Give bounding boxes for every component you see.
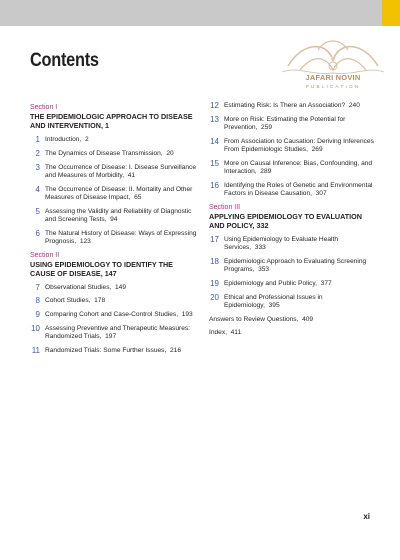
chapter-title-text: Epidemiologic Approach to Evaluating Screening Programs, xyxy=(224,257,367,273)
chapter-title-text: The Natural History of Disease: Ways of Expressing Prognosis, xyxy=(45,229,197,245)
chapter-number: 18 xyxy=(210,256,219,266)
entry-text: Answers to Review Questions, xyxy=(209,315,299,323)
chapter-title xyxy=(224,236,379,252)
section-title[interactable] xyxy=(30,260,200,278)
chapter-page: 240 xyxy=(348,102,360,109)
chapter-page: 269 xyxy=(311,146,323,153)
chapter-title-text: Randomized Trials: Some Further Issues, xyxy=(45,346,167,354)
chapter-number: 8 xyxy=(35,296,40,306)
chapter-title-text: Assessing Preventive and Therapeutic Measures: Randomized Trials, xyxy=(45,324,191,341)
chapter-title-text: Ethical and Professional Issues in Epidemiology, xyxy=(224,293,323,309)
chapter-title xyxy=(45,208,200,224)
chapter-number: 13 xyxy=(210,114,219,124)
toc-entry[interactable] xyxy=(30,150,200,158)
toc-entry[interactable] xyxy=(209,182,379,198)
toc-entry[interactable] xyxy=(30,284,200,292)
section-label: Section I xyxy=(30,104,58,111)
chapter-page: 353 xyxy=(258,266,270,273)
toc-entry[interactable] xyxy=(209,258,379,274)
toc-entry[interactable] xyxy=(209,116,379,132)
chapter-page: 94 xyxy=(110,215,118,223)
page-title: Contents xyxy=(30,50,99,71)
chapter-number: 7 xyxy=(35,282,40,292)
chapter-number: 15 xyxy=(210,158,219,168)
section-page: 332 xyxy=(256,220,269,230)
chapter-title xyxy=(224,160,379,176)
toc-entry[interactable] xyxy=(30,136,200,144)
section-page: 147 xyxy=(104,268,117,278)
section-label: Section II xyxy=(30,251,60,259)
chapter-title xyxy=(45,150,200,158)
page-number: xi xyxy=(363,512,370,521)
chapter-page: 395 xyxy=(268,301,280,309)
toc-entry[interactable] xyxy=(209,138,379,154)
chapter-title-text: Introduction, xyxy=(45,136,82,143)
chapter-title xyxy=(224,116,379,132)
chapter-number: 19 xyxy=(210,278,219,288)
chapter-page: 197 xyxy=(105,333,117,341)
entry-page: 409 xyxy=(302,315,314,323)
publisher-name: JAFARI NOVIN xyxy=(305,73,361,82)
chapter-page: 149 xyxy=(115,283,127,291)
section-2 xyxy=(30,252,200,356)
toc-entry[interactable] xyxy=(30,311,200,319)
chapter-number: 3 xyxy=(35,162,40,172)
section-3 xyxy=(209,204,379,310)
section-title-text: USING EPIDEMIOLOGY TO IDENTIFY THE CAUSE OF DISEASE, xyxy=(30,259,173,278)
section-title[interactable] xyxy=(30,112,200,130)
chapter-title-text: Comparing Cohort and Case-Control Studies, xyxy=(45,311,179,319)
contents-left-column xyxy=(30,102,200,361)
toc-entry[interactable] xyxy=(30,186,200,202)
chapter-page: 193 xyxy=(181,311,193,319)
chapter-title xyxy=(45,284,200,292)
toc-entry-answers[interactable] xyxy=(209,316,379,324)
chapter-number: 6 xyxy=(35,228,40,238)
toc-entry[interactable] xyxy=(30,297,200,305)
chapter-title xyxy=(224,102,379,110)
chapter-number: 12 xyxy=(210,101,219,110)
toc-entry[interactable] xyxy=(209,160,379,176)
chapter-number: 10 xyxy=(31,323,40,333)
chapter-page: 216 xyxy=(169,346,181,354)
chapter-page: 289 xyxy=(260,168,272,175)
chapter-number: 2 xyxy=(35,148,40,158)
top-band xyxy=(0,0,400,26)
chapter-page: 178 xyxy=(94,297,106,305)
contents-right-column xyxy=(209,102,379,343)
entry-text: Index, xyxy=(209,329,227,337)
section-title[interactable] xyxy=(209,212,379,230)
section-title-text: THE EPIDEMIOLOGIC APPROACH TO DISEASE AND INTERVENTION, xyxy=(30,112,193,130)
chapter-page: 123 xyxy=(79,237,91,245)
toc-entry[interactable] xyxy=(209,236,379,252)
chapter-title-text: Estimating Risk: Is There an Association? xyxy=(224,102,346,109)
chapter-number: 20 xyxy=(210,292,219,302)
chapter-title xyxy=(45,136,200,144)
chapter-title-text: More on Risk: Estimating the Potential for Prevention, xyxy=(224,115,346,131)
chapter-number: 17 xyxy=(210,234,219,244)
chapter-page: 2 xyxy=(84,136,89,143)
chapter-title-text: The Occurrence of Disease: I. Disease Surveillance and Measures of Morbidity, xyxy=(45,163,196,179)
section-page: 1 xyxy=(104,121,109,130)
toc-entry[interactable] xyxy=(209,280,379,288)
chapter-number: 4 xyxy=(35,184,40,194)
toc-entry[interactable] xyxy=(30,164,200,180)
chapter-title-text: Identifying the Roles of Genetic and Environmental Factors in Disease Causation, xyxy=(224,181,373,197)
chapter-title-text: The Dynamics of Disease Transmission, xyxy=(45,149,163,157)
chapter-page: 20 xyxy=(166,149,174,157)
chapter-number: 9 xyxy=(35,310,40,320)
chapter-number: 5 xyxy=(35,206,40,216)
toc-entry[interactable] xyxy=(30,208,200,224)
chapter-title xyxy=(45,347,200,355)
toc-entry[interactable] xyxy=(209,102,379,110)
section-title-text: APPLYING EPIDEMIOLOGY TO EVALUATION AND POLICY, xyxy=(209,211,362,230)
chapter-page: 333 xyxy=(254,244,266,251)
chapter-title-text: Epidemiology and Public Policy, xyxy=(224,279,317,287)
chapter-title xyxy=(45,230,200,246)
chapter-title-text: Using Epidemiology to Evaluate Health Services, xyxy=(224,235,338,251)
top-accent-bar xyxy=(382,0,400,26)
section-label: Section III xyxy=(209,203,241,211)
chapter-title xyxy=(45,297,200,305)
entry-page: 411 xyxy=(230,329,242,337)
chapter-page: 41 xyxy=(127,171,136,179)
chapter-number: 11 xyxy=(31,345,40,355)
chapter-title xyxy=(224,138,379,154)
chapter-title xyxy=(224,294,379,310)
toc-entry[interactable] xyxy=(30,325,200,341)
chapter-page: 259 xyxy=(261,124,273,131)
chapter-title-text: Observational Studies, xyxy=(45,283,112,291)
chapter-title-text: More on Causal Inference: Bias, Confounding, and Interaction, xyxy=(224,159,373,175)
chapter-title xyxy=(45,311,200,319)
publisher-subtitle: PUBLICATION xyxy=(305,84,361,89)
chapter-title-text: From Association to Causation: Deriving Inferences From Epidemiologic Studies, xyxy=(224,137,374,153)
chapter-page: 307 xyxy=(315,190,327,197)
chapter-number: 14 xyxy=(210,136,219,146)
chapter-title-text: Cohort Studies, xyxy=(45,297,91,305)
chapter-title xyxy=(45,186,200,202)
chapter-number: 16 xyxy=(210,180,219,190)
toc-entry-index[interactable] xyxy=(209,329,379,337)
section-1 xyxy=(30,104,200,246)
toc-entry[interactable] xyxy=(30,347,200,355)
chapter-title xyxy=(45,325,200,341)
chapter-title xyxy=(45,164,200,180)
chapter-page: 377 xyxy=(320,279,332,287)
chapter-title xyxy=(224,280,379,288)
toc-entry[interactable] xyxy=(30,230,200,246)
chapter-number: 1 xyxy=(35,135,40,144)
toc-entry[interactable] xyxy=(209,294,379,310)
chapter-title xyxy=(224,258,379,274)
chapter-title xyxy=(224,182,379,198)
chapter-title-text: The Occurrence of Disease: II. Mortality and Other Measures of Disease Impact, xyxy=(45,185,193,201)
chapter-page: 65 xyxy=(134,193,142,201)
chapter-title-text: Assessing the Validity and Reliability of Diagnostic and Screening Tests, xyxy=(45,207,192,223)
